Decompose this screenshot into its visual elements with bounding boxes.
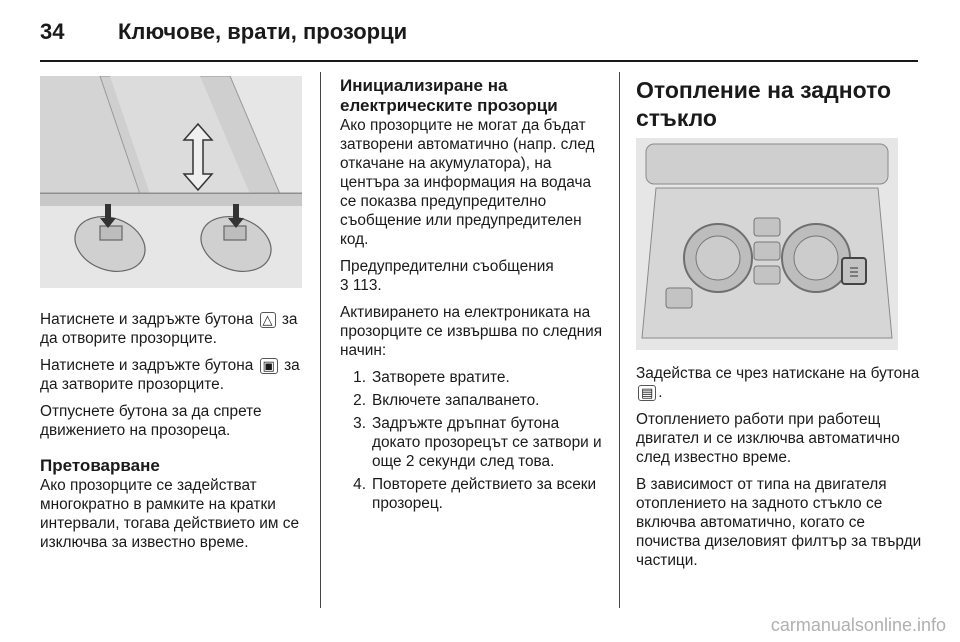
step-number: 1. — [353, 369, 366, 386]
heading-init-line2: електрическите прозорци — [340, 96, 558, 115]
watermark: carmanualsonline.info — [770, 615, 946, 635]
page-header — [40, 14, 407, 50]
instruction-release: Отпуснете бутона за да спрете движението на прозорецa. — [40, 403, 262, 439]
defrost-instruction — [636, 364, 922, 402]
step-number: 3. — [353, 415, 366, 432]
column-divider-2 — [619, 72, 620, 608]
instruction-open-text: Натиснете и задръжте бутона — [40, 311, 254, 328]
overload-text: Ако прозорците се задействат многократно в рамките на кратки интервали, тогава действието им се изключва за известно време. — [40, 477, 300, 551]
climate-panel-illustration — [636, 138, 898, 350]
steps-list — [340, 368, 604, 513]
defrost-instruction-end: . — [658, 384, 663, 401]
instruction-open — [40, 310, 302, 348]
step-text: Повторете действието за всеки прозорец. — [372, 476, 597, 512]
page-number: 34 — [40, 19, 65, 44]
page-ref: 113. — [352, 277, 382, 294]
list-item — [340, 368, 604, 387]
warning-ref — [340, 257, 604, 295]
instruction-close-after: за — [284, 357, 300, 374]
activation-text: Активирането на електрониката на прозорците се извършва по следния начин: — [340, 304, 603, 359]
window-up-icon: △ — [260, 312, 276, 328]
defrost-instruction-text: Задейства се чрез натискане на бутона — [636, 365, 920, 382]
window-lock-icon: ▣ — [260, 358, 278, 374]
instruction-close-line2: да затворите прозорците. — [40, 376, 224, 393]
heading-init-line1: Инициализиране на — [340, 76, 508, 95]
page-ref-symbol: 3 — [340, 277, 349, 294]
step-number: 4. — [353, 476, 366, 493]
page-title: Ключове, врати, прозорци — [118, 19, 408, 44]
step-text: Задръжте дръпнат бутона докато прозорецът се затвори и още 2 секунди след това. — [372, 415, 602, 470]
init-text: Ако прозорците не могат да бъдат затворени автоматично (напр. след откачане на акумулатора), на центъра за информация на водача се показва предупредително съобщение или предупредителен код. — [340, 117, 595, 248]
list-item — [340, 414, 604, 471]
heading-rear-defrost-line1: Отопление на задното — [636, 77, 892, 103]
instruction-close — [40, 356, 302, 394]
heading-rear-defrost-line2: стъкло — [636, 105, 717, 131]
instruction-open-line2: да отворите прозорците. — [40, 330, 217, 347]
instruction-open-after: за — [281, 311, 298, 328]
window-key-illustration — [40, 76, 302, 288]
column-middle — [340, 76, 604, 517]
defrost-engine-text: В зависимост от типа на двигателя отоплението на задното стъкло се включва автоматично, когато се почиства дизеловият филтър за твърди частици. — [636, 476, 922, 569]
step-number: 2. — [353, 392, 366, 409]
rear-defrost-icon: ▤ — [638, 385, 656, 401]
warning-ref-text: Предупредителни съобщения — [340, 258, 554, 275]
column-divider-1 — [320, 72, 321, 608]
defrost-operation-text: Отоплението работи при работещ двигател и се изключва автоматично след известно време. — [636, 411, 900, 466]
list-item — [340, 391, 604, 410]
column-left — [40, 76, 302, 560]
heading-overload: Претоварване — [40, 456, 160, 475]
step-text: Включете запалването. — [372, 392, 540, 409]
column-right — [636, 76, 922, 578]
header-rule — [40, 60, 918, 62]
step-text: Затворете вратите. — [372, 369, 510, 386]
list-item — [340, 475, 604, 513]
instruction-close-text: Натиснете и задръжте бутона — [40, 357, 254, 374]
